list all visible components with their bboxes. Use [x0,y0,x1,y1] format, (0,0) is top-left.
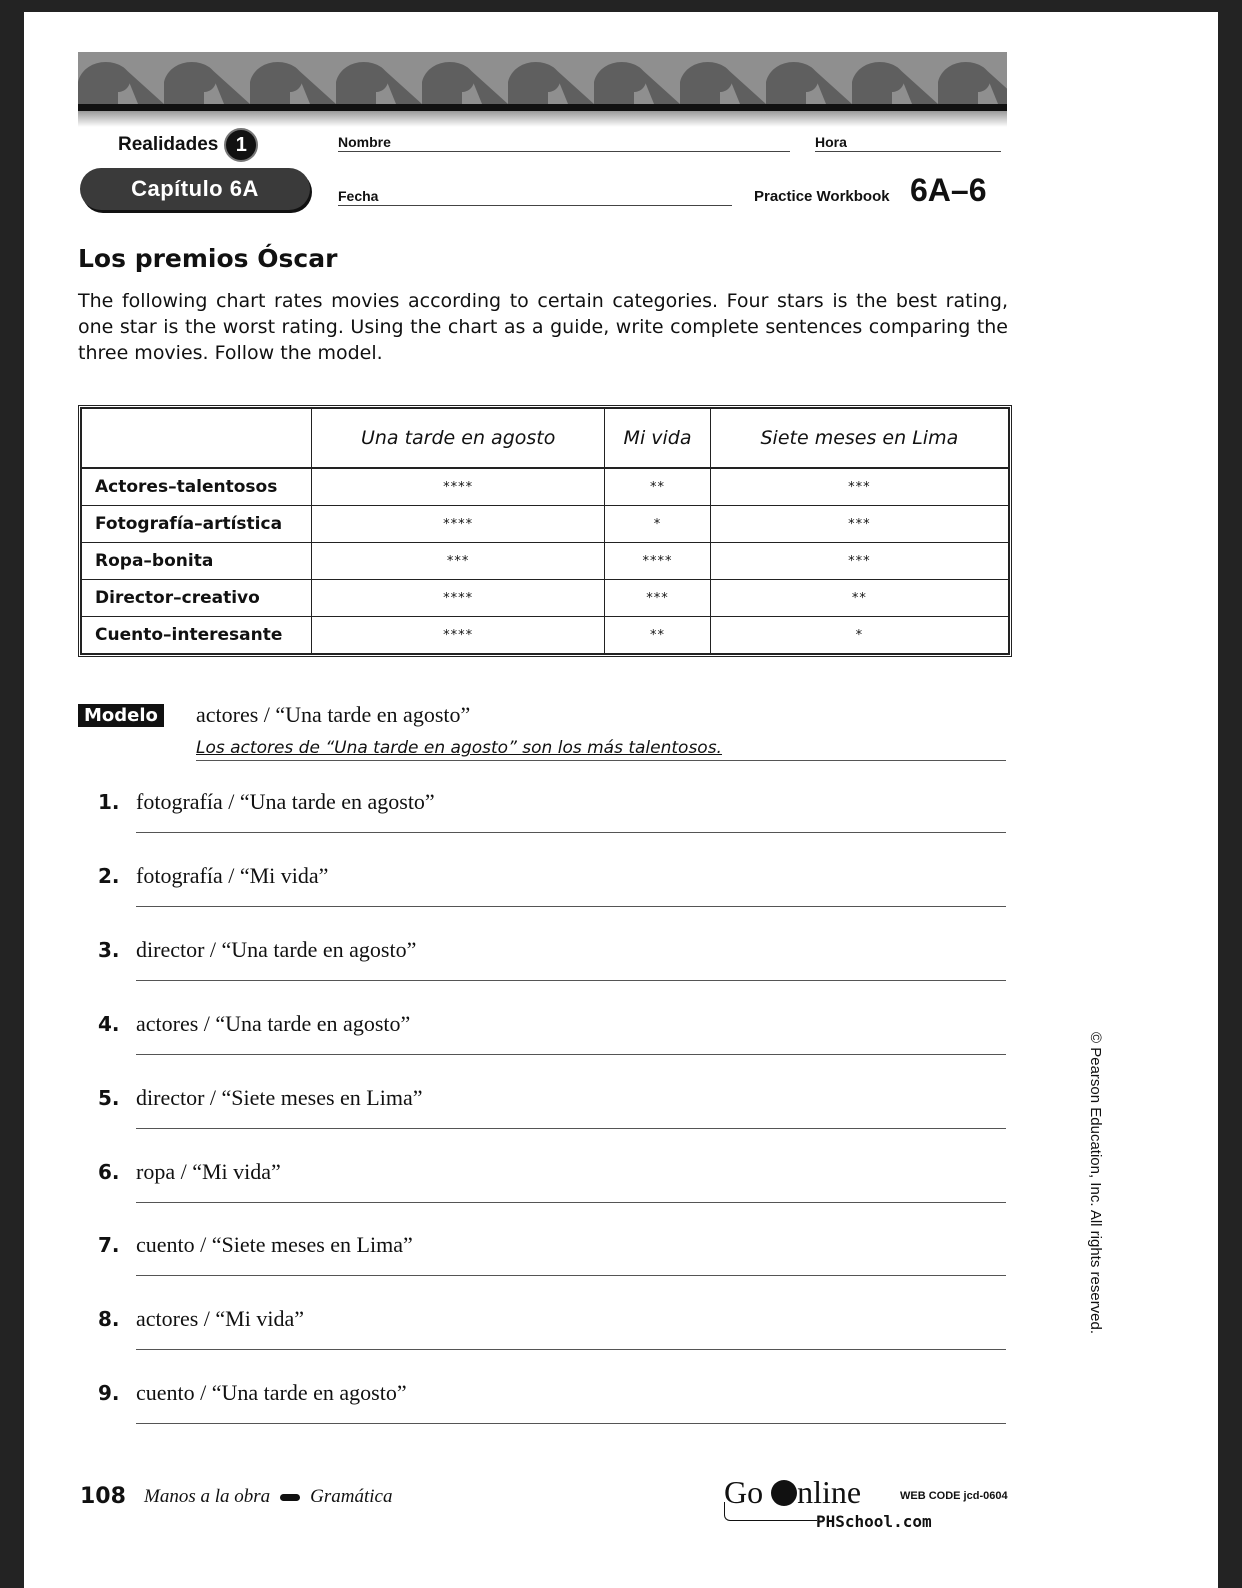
item-number: 7. [98,1233,120,1257]
rating-cell: ** [605,468,710,506]
series-label [118,128,258,162]
answer-line[interactable] [136,1128,1006,1129]
rating-cell: *** [312,543,605,580]
model-answer: Los actores de “Una tarde en agosto” son los más talentosos. [196,738,722,758]
item-number: 8. [98,1307,120,1331]
section-name: Manos a la obra [144,1486,271,1507]
row-label: Director–creativo [82,580,312,617]
item-prompt: cuento / “Siete meses en Lima” [136,1232,413,1257]
date-label: Fecha [338,188,379,204]
item-prompt: director / “Una tarde en agosto” [136,937,417,962]
table-header-cell: Mi vida [605,409,710,469]
separator-icon [280,1494,300,1501]
table-header-cell [82,409,312,469]
model-badge: Modelo [78,704,164,727]
row-label: Fotografía–artística [82,506,312,543]
item-prompt: director / “Siete meses en Lima” [136,1085,423,1110]
item-prompt: actores / “Una tarde en agosto” [136,1011,411,1036]
answer-line[interactable] [136,980,1006,981]
row-label: Cuento–interesante [82,617,312,654]
item-number: 4. [98,1012,120,1036]
ratings-table [78,405,1012,657]
rating-cell: **** [312,617,605,654]
footer-section [144,1486,392,1508]
rating-cell: **** [312,580,605,617]
name-label: Nombre [338,134,391,150]
rating-cell: *** [605,580,710,617]
series-name: Realidades [118,134,219,155]
item-number: 5. [98,1086,120,1110]
workbook-page-number: 6A–6 [910,172,987,208]
web-code: WEB CODE jcd-0604 [900,1490,1008,1502]
site-link: PHSchool.com [816,1512,932,1531]
rating-cell: **** [312,506,605,543]
rating-cell: *** [710,506,1008,543]
table-row [82,580,1009,617]
go-online-text-b: nline [797,1474,862,1510]
go-online-logo [724,1474,861,1511]
workbook-page [24,12,1218,1588]
model-prompt: actores / “Una tarde en agosto” [196,702,471,727]
banner-shadow [78,111,1007,127]
decorative-wave-banner [78,52,1007,104]
table-row [82,543,1009,580]
answer-line[interactable] [136,1202,1006,1203]
item-number: 1. [98,790,120,814]
item-number: 6. [98,1160,120,1184]
table-row [82,506,1009,543]
page-number: 108 [80,1484,126,1509]
rating-cell: ** [710,580,1008,617]
rating-cell: *** [710,468,1008,506]
rating-cell: ** [605,617,710,654]
table-header-cell: Una tarde en agosto [312,409,605,469]
item-prompt: fotografía / “Mi vida” [136,863,329,888]
rating-cell: **** [605,543,710,580]
rating-cell: *** [710,543,1008,580]
hour-label: Hora [815,134,847,150]
item-prompt: fotografía / “Una tarde en agosto” [136,789,435,814]
item-prompt: actores / “Mi vida” [136,1306,304,1331]
table-header-row [82,409,1009,469]
table-header-cell: Siete meses en Lima [710,409,1008,469]
level-badge: 1 [224,128,258,162]
item-prompt: cuento / “Una tarde en agosto” [136,1380,407,1405]
globe-icon [771,1480,797,1506]
answer-line[interactable] [136,832,1006,833]
rating-cell: **** [312,468,605,506]
answer-line[interactable] [136,906,1006,907]
workbook-label: Practice Workbook [754,188,890,205]
model-answer-line [196,738,1006,761]
item-number: 3. [98,938,120,962]
row-label: Ropa–bonita [82,543,312,580]
table-row [82,617,1009,654]
go-online-text-a: Go [724,1474,772,1510]
answer-line[interactable] [136,1054,1006,1055]
copyright-notice: © Pearson Education, Inc. All rights reserved. [1087,1032,1104,1335]
activity-title: Los premios Óscar [78,244,338,273]
subsection-name: Gramática [310,1486,393,1507]
row-label: Actores–talentosos [82,468,312,506]
activity-instructions: The following chart rates movies according to certain categories. Four stars is the best rating, one star is the worst rating. Using the chart as a guide, write complete sentences comparing the three movies. Follow the model. [78,290,1008,364]
item-prompt: ropa / “Mi vida” [136,1159,281,1184]
answer-line[interactable] [136,1423,1006,1424]
banner-rule [78,104,1007,111]
chapter-badge: Capítulo 6A [80,168,310,210]
item-number: 9. [98,1381,120,1405]
wave-pattern-icon [78,52,1007,104]
item-number: 2. [98,864,120,888]
rating-cell: * [605,506,710,543]
hour-field[interactable] [815,134,1001,152]
rating-cell: * [710,617,1008,654]
table-row [82,468,1009,506]
answer-line[interactable] [136,1275,1006,1276]
name-field[interactable] [338,134,790,152]
answer-line[interactable] [136,1349,1006,1350]
date-field[interactable] [338,188,732,206]
